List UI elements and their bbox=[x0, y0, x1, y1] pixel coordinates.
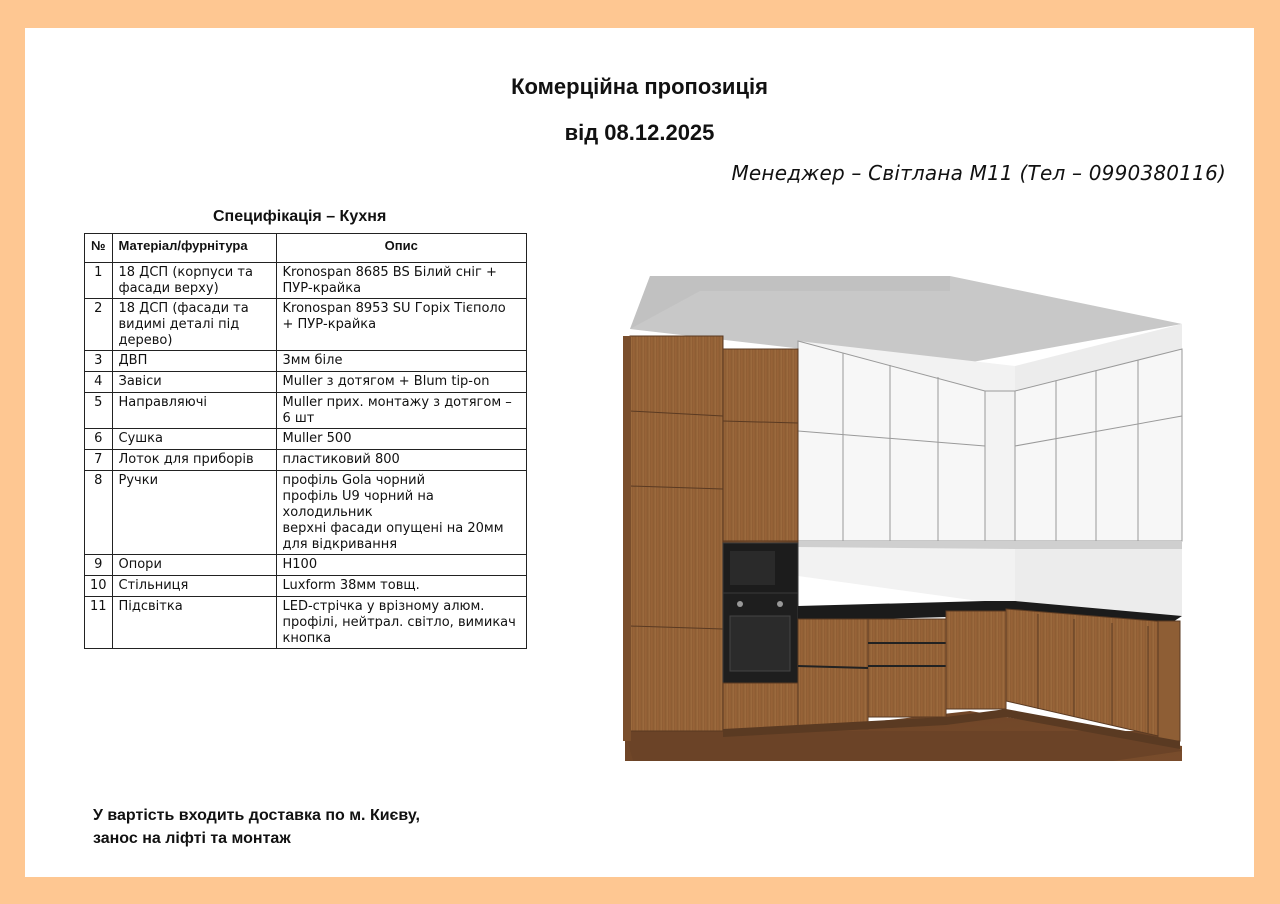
spec-desc-cell: Muller прих. монтажу з дотягом – 6 шт bbox=[276, 393, 527, 429]
spec-desc-cell: LED-стрічка у врізному алюм. профілі, нейтрал. світло, вимикач кнопка bbox=[276, 597, 527, 649]
spec-desc-cell: Muller 500 bbox=[276, 429, 527, 450]
table-row bbox=[85, 393, 527, 429]
spec-desc-cell: Н100 bbox=[276, 555, 527, 576]
spec-table bbox=[84, 233, 527, 649]
table-row bbox=[85, 372, 527, 393]
table-row bbox=[85, 299, 527, 351]
col-header-material: Матеріал/фурнітура bbox=[112, 234, 276, 263]
spec-material-cell: Стільниця bbox=[112, 576, 276, 597]
kitchen-render-image bbox=[590, 271, 1190, 761]
spec-num-cell: 11 bbox=[85, 597, 113, 649]
proposal-sheet bbox=[25, 28, 1254, 877]
spec-material-cell: Направляючі bbox=[112, 393, 276, 429]
table-row bbox=[85, 263, 527, 299]
spec-material-cell: Лоток для приборів bbox=[112, 450, 276, 471]
document-title: Комерційна пропозиція bbox=[511, 74, 768, 99]
table-row bbox=[85, 450, 527, 471]
table-row bbox=[85, 351, 527, 372]
spec-header-row bbox=[85, 234, 527, 263]
spec-num-cell: 9 bbox=[85, 555, 113, 576]
spec-desc-cell: Kronospan 8953 SU Горіх Тієполо + ПУР-крайка bbox=[276, 299, 527, 351]
spec-material-cell: Ручки bbox=[112, 471, 276, 555]
table-row bbox=[85, 597, 527, 649]
delivery-note bbox=[93, 804, 420, 850]
spec-num-cell: 4 bbox=[85, 372, 113, 393]
spec-num-cell: 6 bbox=[85, 429, 113, 450]
delivery-note-line2: занос на ліфті та монтаж bbox=[93, 830, 291, 847]
table-row bbox=[85, 576, 527, 597]
spec-material-cell: 18 ДСП (корпуси та фасади верху) bbox=[112, 263, 276, 299]
table-row bbox=[85, 471, 527, 555]
spec-desc-cell: Muller з дотягом + Blum tip-on bbox=[276, 372, 527, 393]
spec-material-cell: Опори bbox=[112, 555, 276, 576]
manager-contact: Менеджер – Світлана М11 (Тел – 0990380116) bbox=[731, 161, 1226, 185]
document-date: від 08.12.2025 bbox=[564, 120, 715, 145]
spec-desc-cell: 3мм біле bbox=[276, 351, 527, 372]
spec-num-cell: 8 bbox=[85, 471, 113, 555]
spec-num-cell: 3 bbox=[85, 351, 113, 372]
spec-num-cell: 2 bbox=[85, 299, 113, 351]
col-header-num: № bbox=[85, 234, 113, 263]
spec-desc-cell: Luxform 38мм товщ. bbox=[276, 576, 527, 597]
spec-title: Специфікація – Кухня bbox=[213, 208, 387, 225]
spec-material-cell: Сушка bbox=[112, 429, 276, 450]
spec-desc-cell: пластиковий 800 bbox=[276, 450, 527, 471]
delivery-note-line1: У вартість входить доставка по м. Києву, bbox=[93, 807, 420, 824]
table-row bbox=[85, 555, 527, 576]
spec-material-cell: Завіси bbox=[112, 372, 276, 393]
spec-desc-cell: Kronospan 8685 BS Білий сніг + ПУР-крайка bbox=[276, 263, 527, 299]
spec-body bbox=[85, 263, 527, 649]
table-row bbox=[85, 429, 527, 450]
spec-num-cell: 7 bbox=[85, 450, 113, 471]
col-header-desc: Опис bbox=[276, 234, 527, 263]
spec-material-cell: 18 ДСП (фасади та видимі деталі під дерево) bbox=[112, 299, 276, 351]
spec-num-cell: 5 bbox=[85, 393, 113, 429]
spec-num-cell: 1 bbox=[85, 263, 113, 299]
spec-material-cell: Підсвітка bbox=[112, 597, 276, 649]
spec-desc-cell: профіль Gola чорний профіль U9 чорний на холодильник верхні фасади опущені на 20мм для відкривання bbox=[276, 471, 527, 555]
spec-material-cell: ДВП bbox=[112, 351, 276, 372]
spec-num-cell: 10 bbox=[85, 576, 113, 597]
